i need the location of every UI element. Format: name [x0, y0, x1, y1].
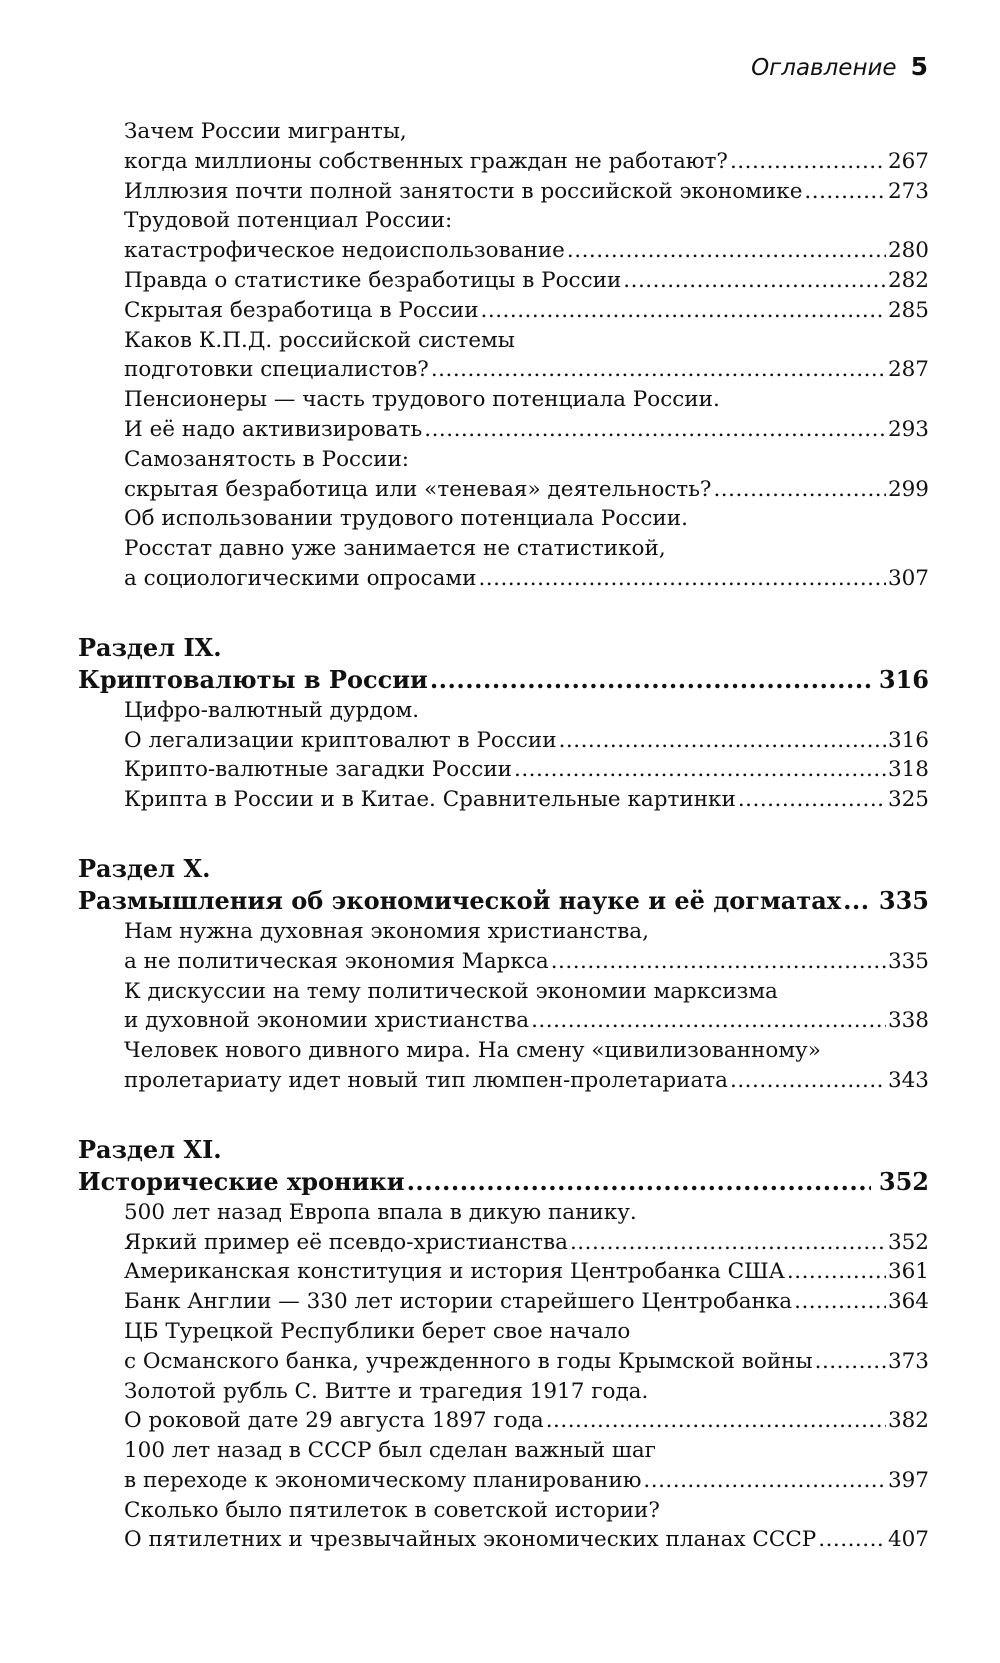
toc-page-number: 338: [887, 1008, 929, 1034]
toc-line: [124, 266, 929, 296]
page-number: 5: [910, 52, 928, 81]
toc-page-number: 273: [887, 178, 929, 204]
toc-page-number: 280: [887, 238, 929, 264]
toc-entry[interactable]: [78, 326, 929, 386]
toc-line-text: Правда о статистике безработицы в России: [124, 267, 622, 293]
toc-line: [124, 1287, 929, 1317]
toc-entry[interactable]: [78, 445, 929, 505]
toc-line-text: в переходе к экономическому планированию: [124, 1467, 642, 1493]
toc-page-number: 373: [887, 1348, 929, 1374]
dot-leader: [843, 885, 871, 917]
toc-line-text: Раздел IX.: [78, 632, 222, 662]
dot-leader: [478, 564, 885, 594]
toc-line-text: Каков К.П.Д. российской системы: [124, 327, 515, 353]
dot-leader: [643, 1466, 886, 1496]
toc-line: [124, 117, 929, 147]
toc-line: [124, 785, 929, 815]
toc-line: [124, 296, 929, 326]
toc-line: [124, 564, 929, 594]
toc-page-number: 397: [887, 1467, 929, 1493]
dot-leader: [738, 785, 886, 815]
toc-line-text: Исторические хроники: [78, 1166, 405, 1196]
toc-section-heading[interactable]: [78, 632, 929, 696]
toc-line: [78, 853, 929, 885]
toc-line-text: а не политическая экономия Маркса: [124, 948, 549, 974]
toc-line: [124, 1257, 929, 1287]
toc-line-text: когда миллионы собственных граждан не работают?: [124, 148, 728, 174]
toc-line: [124, 355, 929, 385]
toc-line-text: Крипта в России и в Китае. Сравнительные картинки: [124, 787, 736, 813]
toc-page-number: 285: [887, 297, 929, 323]
toc-page-number: 352: [878, 1166, 929, 1196]
toc-line: [78, 664, 929, 696]
toc-entry[interactable]: [78, 1257, 929, 1287]
dot-leader: [794, 1287, 886, 1317]
dot-leader: [559, 726, 886, 756]
dot-leader: [730, 147, 886, 177]
dot-leader: [787, 1257, 886, 1287]
dot-leader: [531, 1006, 886, 1036]
toc-line-text: с Османского банка, учрежденного в годы Крымской войны: [124, 1348, 813, 1374]
toc-page-number: 316: [887, 727, 929, 753]
toc-page-number: 293: [887, 416, 929, 442]
toc-line: [124, 236, 929, 266]
toc-line-text: Самозанятость в России:: [124, 446, 410, 472]
toc-line-text: Иллюзия почти полной занятости в российской экономике: [124, 178, 803, 204]
toc-line: [124, 326, 929, 356]
toc-line: [124, 206, 929, 236]
toc-line-text: 100 лет назад в СССР был сделан важный шаг: [124, 1438, 656, 1464]
toc-entry[interactable]: [78, 1436, 929, 1496]
toc-line: [124, 1198, 929, 1228]
dot-leader: [815, 1347, 886, 1377]
toc-line: [124, 177, 929, 207]
toc-line-text: подготовки специалистов?: [124, 357, 429, 383]
dot-leader: [546, 1406, 886, 1436]
dot-leader: [623, 266, 886, 296]
toc-line: [124, 1377, 929, 1407]
toc-line-text: Яркий пример её псевдо-христианства: [124, 1229, 568, 1255]
toc-line-text: и духовной экономии христианства: [124, 1008, 530, 1034]
toc-line: [124, 977, 929, 1007]
toc-page-number: 335: [887, 948, 929, 974]
toc-line: [124, 1066, 929, 1096]
toc-section-heading[interactable]: [78, 853, 929, 917]
toc-line-text: Человек нового дивного мира. На смену «цивилизованному»: [124, 1038, 821, 1064]
toc-line: [124, 1317, 929, 1347]
toc-line-text: Скрытая безработица в России: [124, 297, 479, 323]
toc-line: [124, 475, 929, 505]
toc-entry[interactable]: [78, 917, 929, 977]
toc-entry[interactable]: [78, 755, 929, 785]
toc-line-text: Размышления об экономической науке и её догматах: [78, 885, 842, 915]
toc-page-number: 343: [887, 1067, 929, 1093]
toc-line-text: Американская конституция и история Центробанка США: [124, 1259, 785, 1285]
toc-line-text: катастрофическое недоиспользование: [124, 238, 565, 264]
toc-entry[interactable]: [78, 385, 929, 445]
toc-line-text: О роковой дате 29 августа 1897 года: [124, 1408, 544, 1434]
toc-entry[interactable]: [78, 696, 929, 756]
toc-entry[interactable]: [78, 177, 929, 207]
toc-line-text: Золотой рубль С. Витте и трагедия 1917 года.: [124, 1378, 649, 1404]
toc-line: [124, 726, 929, 756]
toc-line: [124, 1406, 929, 1436]
toc-entry[interactable]: [78, 296, 929, 326]
dot-leader: [431, 355, 886, 385]
toc-page-number: 299: [887, 476, 929, 502]
toc-page-number: 282: [887, 267, 929, 293]
dot-leader: [481, 296, 886, 326]
toc-line: [78, 632, 929, 664]
toc-line: [124, 917, 929, 947]
toc-line-text: К дискуссии на тему политической экономии марксизма: [124, 978, 778, 1004]
toc-line-text: Нам нужна духовная экономия христианства,: [124, 918, 649, 944]
toc-entry[interactable]: [78, 785, 929, 815]
dot-leader: [730, 1066, 886, 1096]
toc-line-text: Трудовой потенциал России:: [124, 208, 453, 234]
toc-line: [78, 1166, 929, 1198]
toc-page-number: 318: [887, 757, 929, 783]
toc-line-text: О пятилетних и чрезвычайных экономических планах СССР: [124, 1527, 817, 1553]
dot-leader: [818, 1525, 886, 1555]
toc-line: [124, 415, 929, 445]
running-head-title: Оглавление: [751, 55, 897, 81]
toc-line: [124, 1525, 929, 1555]
toc-entry[interactable]: [78, 117, 929, 177]
table-of-contents: [78, 117, 929, 1555]
toc-line: [124, 755, 929, 785]
toc-page-number: 267: [887, 148, 929, 174]
toc-entry[interactable]: [78, 1036, 929, 1096]
dot-leader: [514, 755, 886, 785]
dot-leader: [551, 947, 886, 977]
toc-line-text: Росстат давно уже занимается не статистикой,: [124, 536, 666, 562]
toc-page-number: 316: [878, 664, 929, 694]
toc-line: [124, 1347, 929, 1377]
toc-line-text: Об использовании трудового потенциала России.: [124, 506, 688, 532]
dot-leader: [407, 1166, 871, 1198]
toc-entry[interactable]: [78, 206, 929, 266]
toc-section-heading[interactable]: [78, 1134, 929, 1198]
toc-line: [124, 147, 929, 177]
toc-line-text: Банк Англии — 330 лет истории старейшего Центробанка: [124, 1289, 793, 1315]
toc-line-text: 500 лет назад Европа впала в дикую панику.: [124, 1199, 637, 1225]
toc-page-number: 287: [887, 357, 929, 383]
toc-line-text: И её надо активизировать: [124, 416, 423, 442]
toc-line: [124, 385, 929, 415]
toc-line: [124, 696, 929, 726]
toc-line-text: а социологическими опросами: [124, 565, 477, 591]
toc-line: [124, 1496, 929, 1526]
toc-entry[interactable]: [78, 1287, 929, 1317]
toc-line-text: Зачем России мигранты,: [124, 119, 407, 144]
dot-leader: [804, 177, 886, 207]
toc-line-text: Цифро-валютный дурдом.: [124, 697, 420, 723]
toc-entry[interactable]: [78, 504, 929, 593]
toc-line-text: Пенсионеры — часть трудового потенциала России.: [124, 387, 720, 413]
toc-line-text: пролетариату идет новый тип люмпен-пролетариата: [124, 1067, 728, 1093]
toc-page-number: 325: [887, 787, 929, 813]
toc-line: [124, 947, 929, 977]
toc-line-text: Раздел XI.: [78, 1134, 222, 1164]
toc-line: [124, 445, 929, 475]
toc-line-text: О легализации криптовалют в России: [124, 727, 557, 753]
toc-line-text: Крипто-валютные загадки России: [124, 757, 512, 783]
toc-line: [124, 1228, 929, 1258]
toc-entry[interactable]: [78, 266, 929, 296]
toc-entry[interactable]: [78, 1198, 929, 1258]
dot-leader: [430, 664, 871, 696]
dot-leader: [424, 415, 886, 445]
toc-entry[interactable]: [78, 1496, 929, 1556]
toc-line: [78, 885, 929, 917]
toc-entry[interactable]: [78, 1377, 929, 1437]
toc-line-text: скрытая безработица или «теневая» деятельность?: [124, 476, 712, 502]
toc-line: [124, 534, 929, 564]
toc-line: [124, 1466, 929, 1496]
toc-page-number: 307: [887, 565, 929, 591]
toc-page-number: 382: [887, 1408, 929, 1434]
dot-leader: [713, 475, 886, 505]
dot-leader: [570, 1228, 886, 1258]
toc-line: [124, 1436, 929, 1466]
toc-page-number: 335: [878, 885, 929, 915]
toc-line: [124, 1036, 929, 1066]
toc-entry[interactable]: [78, 977, 929, 1037]
toc-line-text: Раздел X.: [78, 853, 211, 883]
toc-line-text: Сколько было пятилеток в советской истории?: [124, 1497, 660, 1523]
toc-line: [124, 1006, 929, 1036]
toc-page-number: 352: [887, 1229, 929, 1255]
toc-line: [78, 1134, 929, 1166]
running-head: [751, 52, 928, 81]
toc-page-number: 364: [887, 1289, 929, 1315]
toc-page-number: 407: [887, 1527, 929, 1553]
toc-page-number: 361: [887, 1259, 929, 1285]
toc-entry[interactable]: [78, 1317, 929, 1377]
toc-line-text: Криптовалюты в России: [78, 664, 428, 694]
toc-line-text: ЦБ Турецкой Республики берет свое начало: [124, 1318, 631, 1344]
dot-leader: [567, 236, 886, 266]
toc-line: [124, 504, 929, 534]
